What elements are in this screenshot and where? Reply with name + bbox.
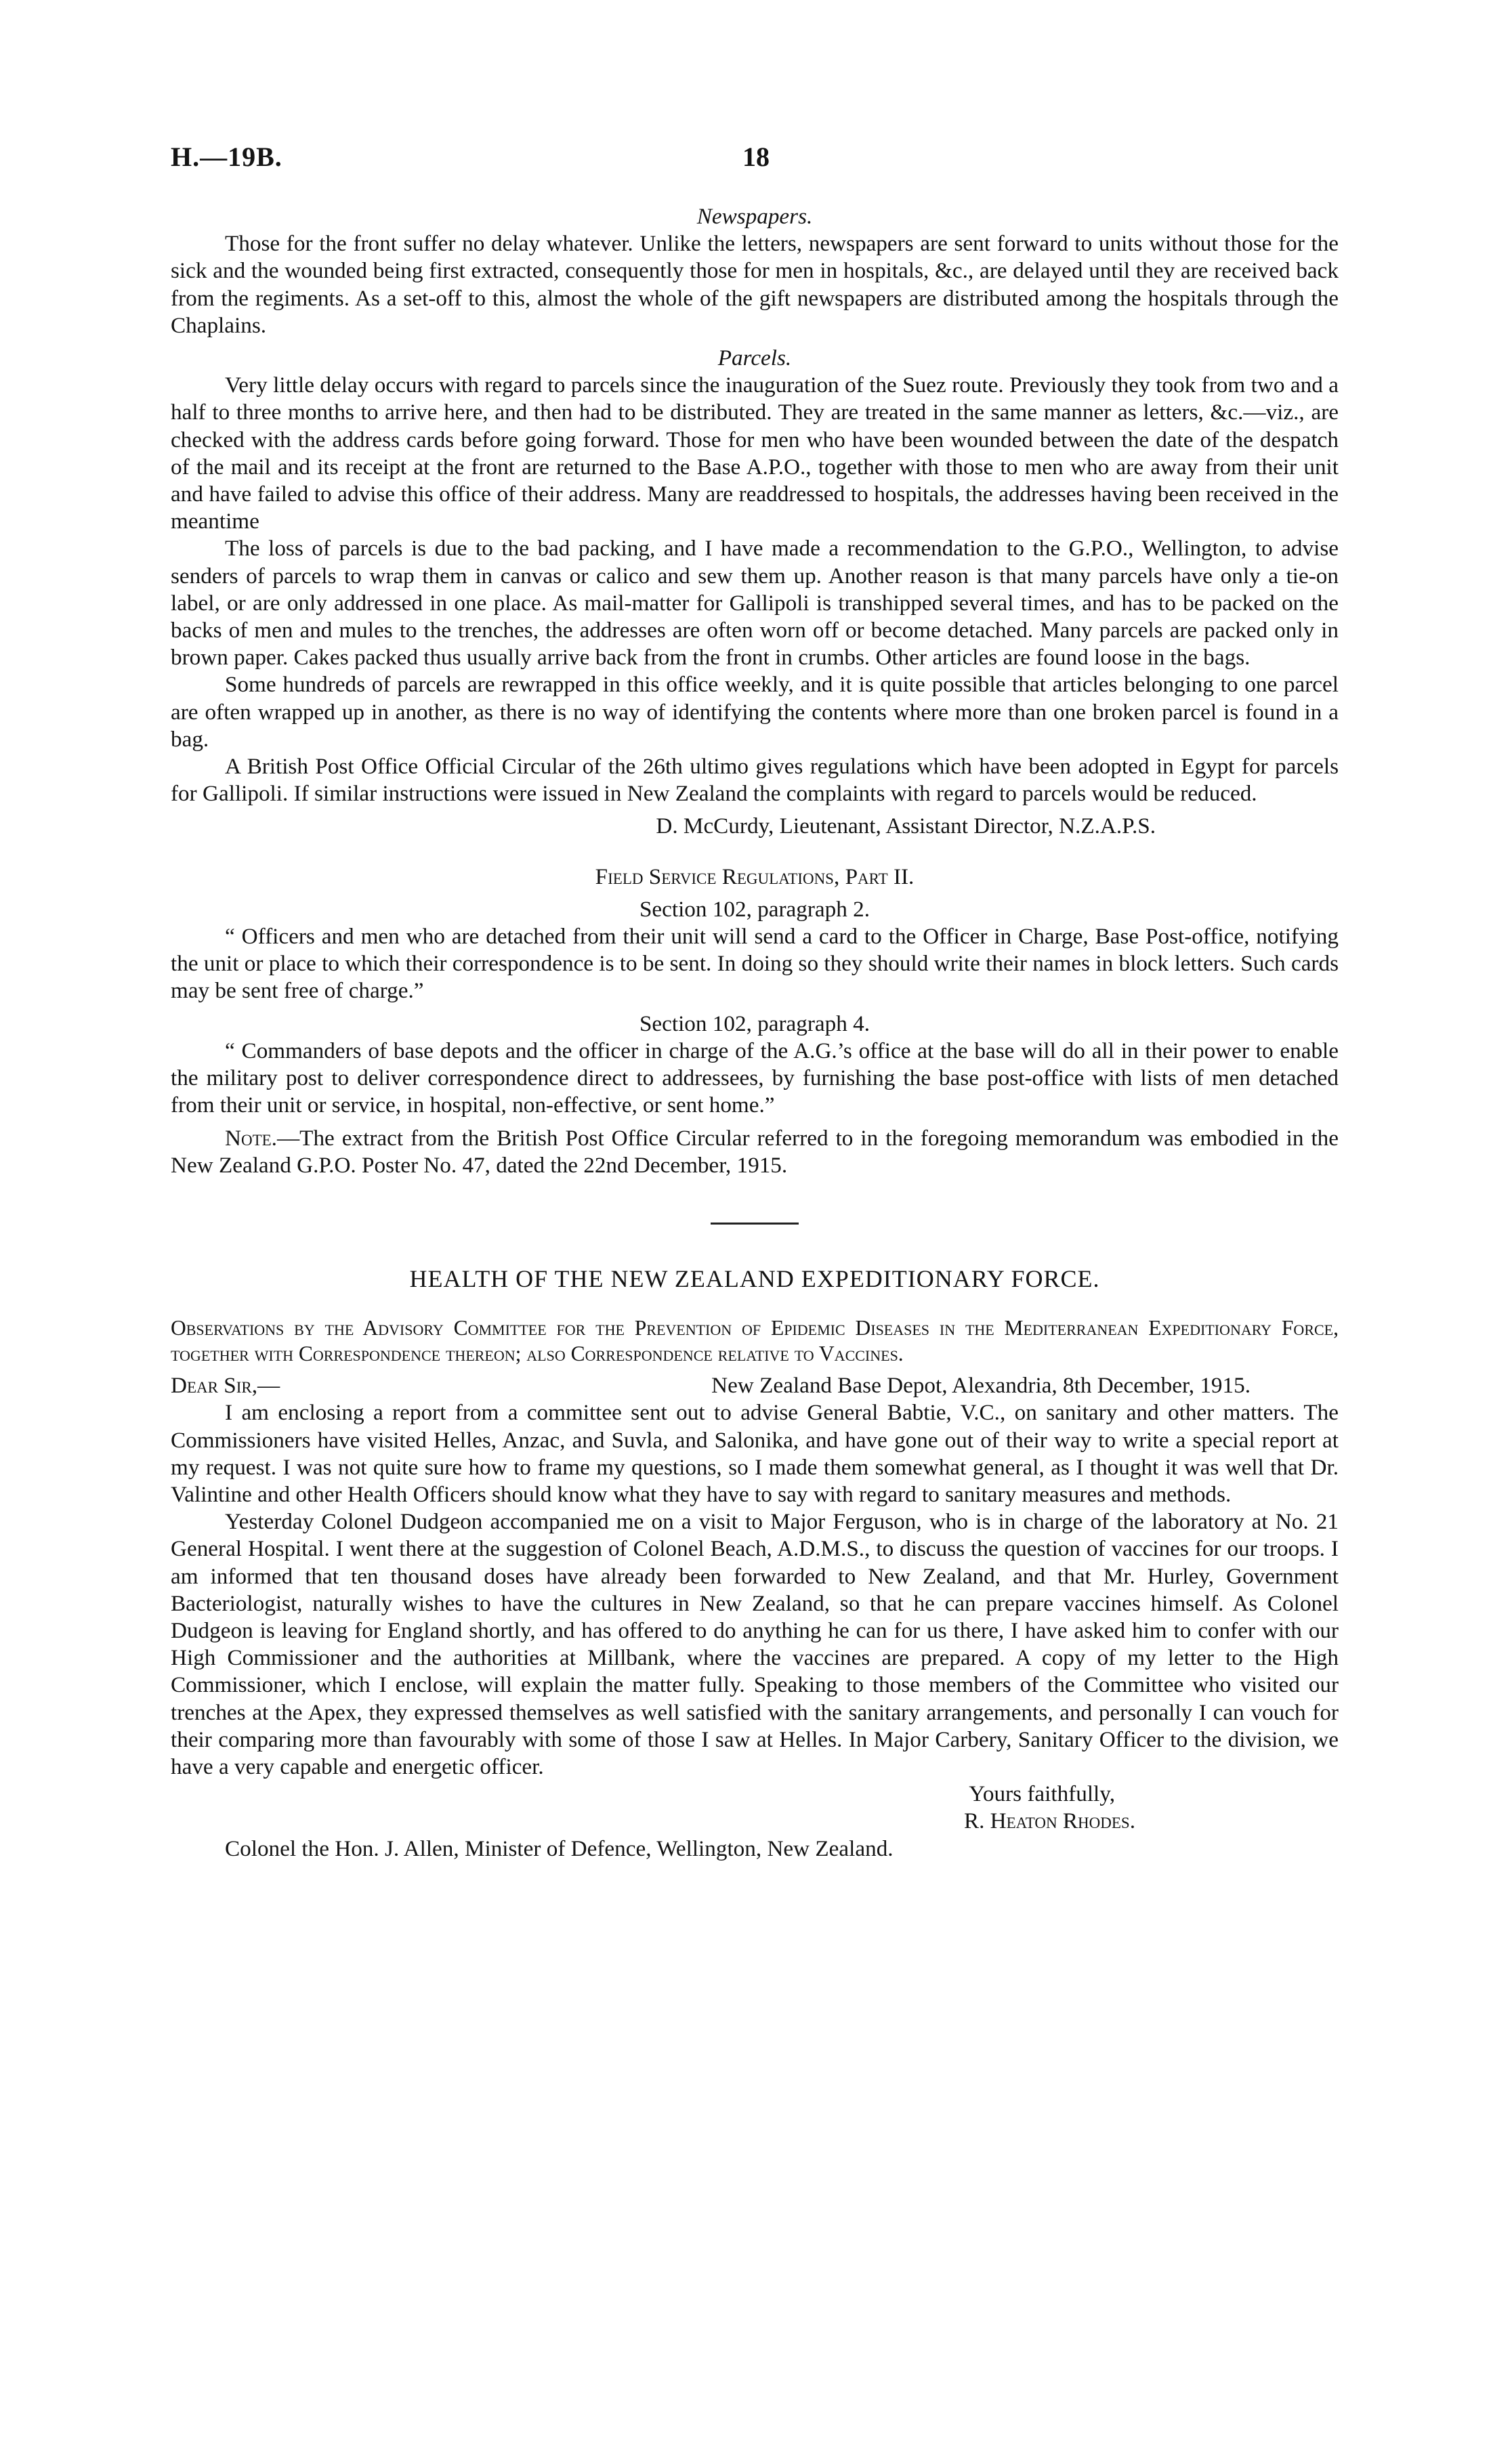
letter-signature: R. Heaton Rhodes. [963, 1808, 1135, 1834]
regulations-title: Field Service Regulations, Part II. [595, 864, 915, 889]
document-reference: H.—19B. [171, 142, 282, 172]
letter-paragraph-1: I am enclosing a report from a committee sent out to advise General Babtie, V.C., on sanitary and other matters. The Commissioners have visited Helles, Anzac, and Suvla, and Salonika, and have gone out of their way to write a special report at my request. I was not quite sure how to frame my questions, so I made them somewhat general, as I thought it was well that Dr. Valintine and other Health Officers should know what they have to say with regard to sanitary measures and methods. [171, 1400, 1339, 1507]
document-body [171, 203, 1339, 1863]
section-2-heading: Section 102, paragraph 4. [639, 1011, 870, 1036]
parcels-paragraph-3: Some hundreds of parcels are rewrapped in this office weekly, and it is quite possible that articles belonging to one parcel are often wrapped up in another, as there is no way of identifying the contents where more than one broken parcel is found in a bag. [171, 672, 1339, 752]
health-title: HEALTH OF THE NEW ZEALAND EXPEDITIONARY FORCE. [409, 1265, 1100, 1292]
page-number: 18 [742, 142, 770, 172]
letter-salutation: Dear Sir,— [171, 1373, 280, 1399]
letter-closing: Yours faithfully, [969, 1781, 1115, 1807]
parcels-paragraph-1: Very little delay occurs with regard to parcels since the inauguration of the Suez route. Previously they took from two and a half to three months to arrive here, and then had to be distributed. They are treated in the same manner as letters, &c.—viz., are checked with the address cards before going forward. Those for men who have been wounded between the date of the despatch of the mail and its receipt at the front are returned to the Base A.P.O., together with those to men who are away from their unit and have failed to advise this office of their address. Many are readdressed to hospitals, the addresses having been received in the meantime [171, 373, 1339, 534]
section-1-heading: Section 102, paragraph 2. [639, 896, 870, 922]
letter-addressee: Colonel the Hon. J. Allen, Minister of Defence, Wellington, New Zealand. [225, 1835, 894, 1861]
note-label: Note. [225, 1125, 277, 1151]
section-divider [711, 1223, 799, 1225]
parcels-paragraph-2: The loss of parcels is due to the bad packing, and I have made a recommendation to the G.P.O., Wellington, to advise senders of parcels to wrap them in canvas or calico and sew them up. Another reason is that many parcels have only a tie-on label, or are only addressed in one place. As mail-matter for Gallipoli is transhipped several times, and has to be packed on the backs of men and mules to the trenches, the addresses are often worn off or become detached. Many parcels are packed only in brown paper. Cakes packed thus usually arrive back from the front in crumbs. Other articles are found loose in the bags. [171, 536, 1339, 671]
letter-paragraph-2: Yesterday Colonel Dudgeon accompanied me on a visit to Major Ferguson, who is in charge of the laboratory at No. 21 General Hospital. I went there at the suggestion of Colonel Beach, A.D.M.S., to discuss the question of vaccines for our troops. I am informed that ten thousand doses have already been forwarded to New Zealand, and that Mr. Hurley, Government Bacteriologist, naturally wishes to have the cultures in New Zealand, so that he can prepare vaccines himself. As Colonel Dudgeon is leaving for England shortly, and has offered to do anything he can for us there, I have asked him to confer with our High Commissioner and the authorities at Millbank, where the vaccines are prepared. A copy of my letter to the High Commissioner, which I enclose, will explain the matter fully. Speaking to those members of the Committee who visited our trenches at the Apex, they expressed themselves as well satisfied with the sanitary arrangements, and personally I can vouch for their comparing more than favourably with some of those I saw at Helles. In Major Carbery, Sanitary Officer to the division, we have a very capable and energetic officer. [171, 1509, 1339, 1779]
note-text: —The extract from the British Post Office Circular referred to in the foregoing memorandum was embodied in the New Zealand G.P.O. Poster No. 47, dated the 22nd December, 1915. [171, 1125, 1339, 1178]
letter-header [171, 1372, 1339, 1399]
section-1-text: “ Officers and men who are detached from their unit will send a card to the Officer in Charge, Base Post-office, notifying the unit or place to which their correspondence is to be sent. In doing so they should write their names in block letters. Such cards may be sent free of charge.” [171, 924, 1339, 1004]
parcels-paragraph-4: A British Post Office Official Circular of the 26th ultimo gives regulations which have been adopted in Egypt for parcels for Gallipoli. If similar instructions were issued in New Zealand the complaints with regard to parcels would be reduced. [171, 754, 1339, 807]
newspapers-heading: Newspapers. [696, 204, 813, 229]
newspapers-paragraph: Those for the front suffer no delay whatever. Unlike the letters, newspapers are sent forward to units without those for the sick and the wounded being first extracted, consequently those for men in hospitals, &c., are delayed until they are received back from the regiments. As a set-off to this, almost the whole of the gift newspapers are distributed among the hospitals through the Chaplains. [171, 231, 1339, 338]
section-2-text: “ Commanders of base depots and the officer in charge of the A.G.’s office at the base will do all in their power to enable the military post to deliver correspondence direct to addressees, by furnishing the base post-office with lists of men detached from their unit or service, in hospital, non-effective, or sent home.” [171, 1038, 1339, 1118]
health-subtitle: Observations by the Advisory Committee for the Prevention of Epidemic Diseases in the Mediterranean Expeditionary Force, together with Correspondence thereon; also Correspondence relative to Vaccines. [171, 1316, 1339, 1366]
parcels-signature: D. McCurdy, Lieutenant, Assistant Director, N.Z.A.P.S. [656, 813, 1156, 839]
parcels-heading: Parcels. [717, 345, 792, 371]
letter-place-date: New Zealand Base Depot, Alexandria, 8th December, 1915. [711, 1373, 1251, 1399]
regulations-note [171, 1125, 1339, 1179]
